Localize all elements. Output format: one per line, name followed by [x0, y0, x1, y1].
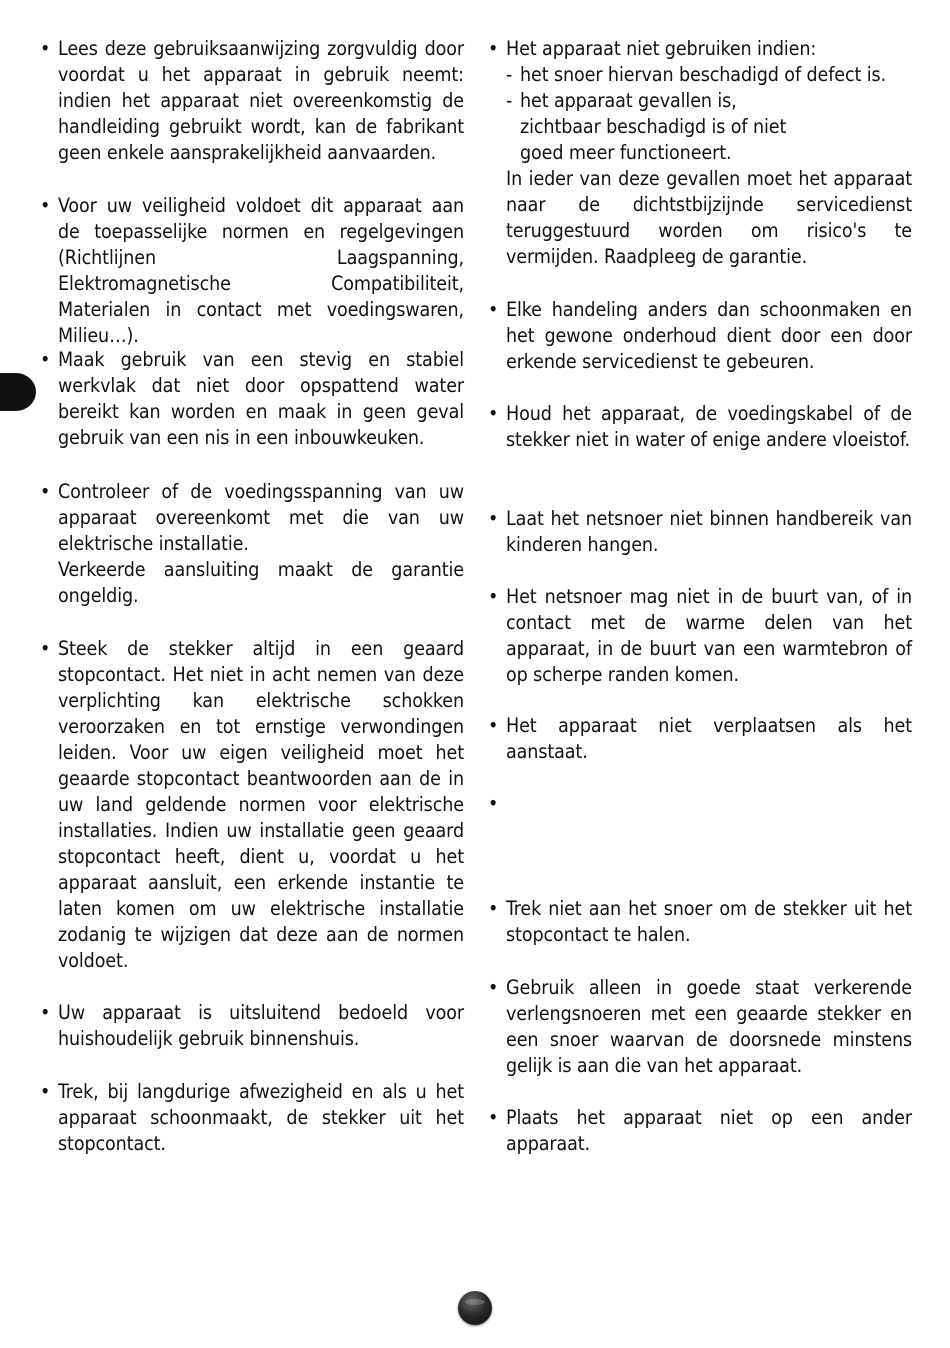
paragraph: • Laat het netsnoer niet binnen handbereik van kinderen hangen.: [506, 507, 912, 556]
paragraph: In ieder van deze gevallen moet het apparaat naar de dichtstbijzijnde servicedienst teruggestuurd worden om risico's te vermijden. Raadpleeg de garantie.: [506, 167, 912, 268]
paragraph: • Trek, bij langdurige afwezigheid en als u het apparaat schoonmaakt, de stekker uit het stopcontact.: [58, 1080, 464, 1155]
paragraph: • Trek niet aan het snoer om de stekker uit het stopcontact te halen.: [506, 897, 912, 946]
paragraph: • Voor uw veiligheid voldoet dit apparaat aan de toepasselijke normen en regelgevingen (Richtlijnen Laagspanning, Elektromagnetische Compatibiliteit, Materialen in contact met voedingswaren, Milieu…).: [58, 194, 464, 347]
bullet-item: [40, 1079, 464, 1157]
paragraph: • Uw apparaat is uitsluitend bedoeld voor huishoudelijk gebruik binnenshuis.: [58, 1001, 464, 1050]
bullet-item: [40, 36, 464, 166]
bullet-item: [488, 297, 912, 375]
bullet-item: [488, 1105, 912, 1157]
bullet-item: [488, 401, 912, 453]
paragraph: • Elke handeling anders dan schoonmaken en het gewone onderhoud dient door een door erkende servicedienst te gebeuren.: [506, 298, 912, 373]
bullet-item: [488, 975, 912, 1079]
bullet-item: [40, 1000, 464, 1052]
bullet-item: [488, 713, 912, 765]
paragraph: • Plaats het apparaat niet op een ander apparaat.: [506, 1106, 912, 1155]
page-number-badge: [458, 1291, 492, 1325]
bullet-item: [40, 193, 464, 349]
bullet-item: [488, 36, 912, 270]
bullet-item: [40, 347, 464, 451]
bullet-item: [488, 584, 912, 688]
paragraph: • Lees deze gebruiksaanwijzing zorgvuldig door voordat u het apparaat in gebruik neemt: indien het apparaat niet overeenkomstig de handleiding gebruikt wordt, kan de fabrikant geen enkele aansprakelijkheid aanvaarden.: [58, 37, 464, 164]
sub-item: - het snoer hiervan beschadigd of defect is.: [506, 62, 912, 88]
paragraph: • Steek de stekker altijd in een geaard stopcontact. Het niet in acht nemen van deze verplichting kan elektrische schokken veroorzaken en tot ernstige verwondingen leiden. Voor uw eigen veiligheid moet het geaarde stopcontact beantwoorden aan de in uw land geldende normen voor elektrische installaties. Indien uw installatie geen geaard stopcontact heeft, dient u, voordat u het apparaat aansluit, een erkende instantie te laten komen om uw elektrische installatie zodanig te wijzigen dat deze aan de normen voldoet.: [58, 637, 464, 972]
section-tab-marker: [0, 373, 36, 411]
paragraph: • Het apparaat niet verplaatsen als het aanstaat.: [506, 714, 912, 763]
paragraph: • Controleer of de voedingsspanning van uw apparaat overeenkomt met die van uw elektrische installatie.: [58, 480, 464, 555]
paragraph: Verkeerde aansluiting maakt de garantie ongeldig.: [58, 558, 464, 607]
bullet-item: [40, 636, 464, 974]
bullet-item: [488, 896, 912, 948]
bullet-intro: • Het apparaat niet gebruiken indien:: [506, 37, 817, 60]
sub-item: - het apparaat gevallen is, zichtbaar beschadigd is of niet goed meer functioneert.: [506, 88, 820, 166]
paragraph: • Het netsnoer mag niet in de buurt van, of in contact met de warme delen van het apparaat, in de buurt van een warmtebron of op scherpe randen komen.: [506, 585, 912, 686]
paragraph: • Gebruik alleen in goede staat verkerende verlengsnoeren met een geaarde stekker en een snoer waarvan de doorsnede minstens gelijk is aan die van het apparaat.: [506, 976, 912, 1077]
paragraph: • Houd het apparaat, de voedingskabel of de stekker niet in water of enige andere vloeistof.: [506, 402, 912, 451]
paragraph: • Maak gebruik van een stevig en stabiel werkvlak dat niet door opspattend water bereikt kan worden en maak in geen geval gebruik van een nis in een inbouwkeuken.: [58, 348, 464, 449]
bullet-item: [488, 506, 912, 558]
bullet-item: [40, 479, 464, 609]
